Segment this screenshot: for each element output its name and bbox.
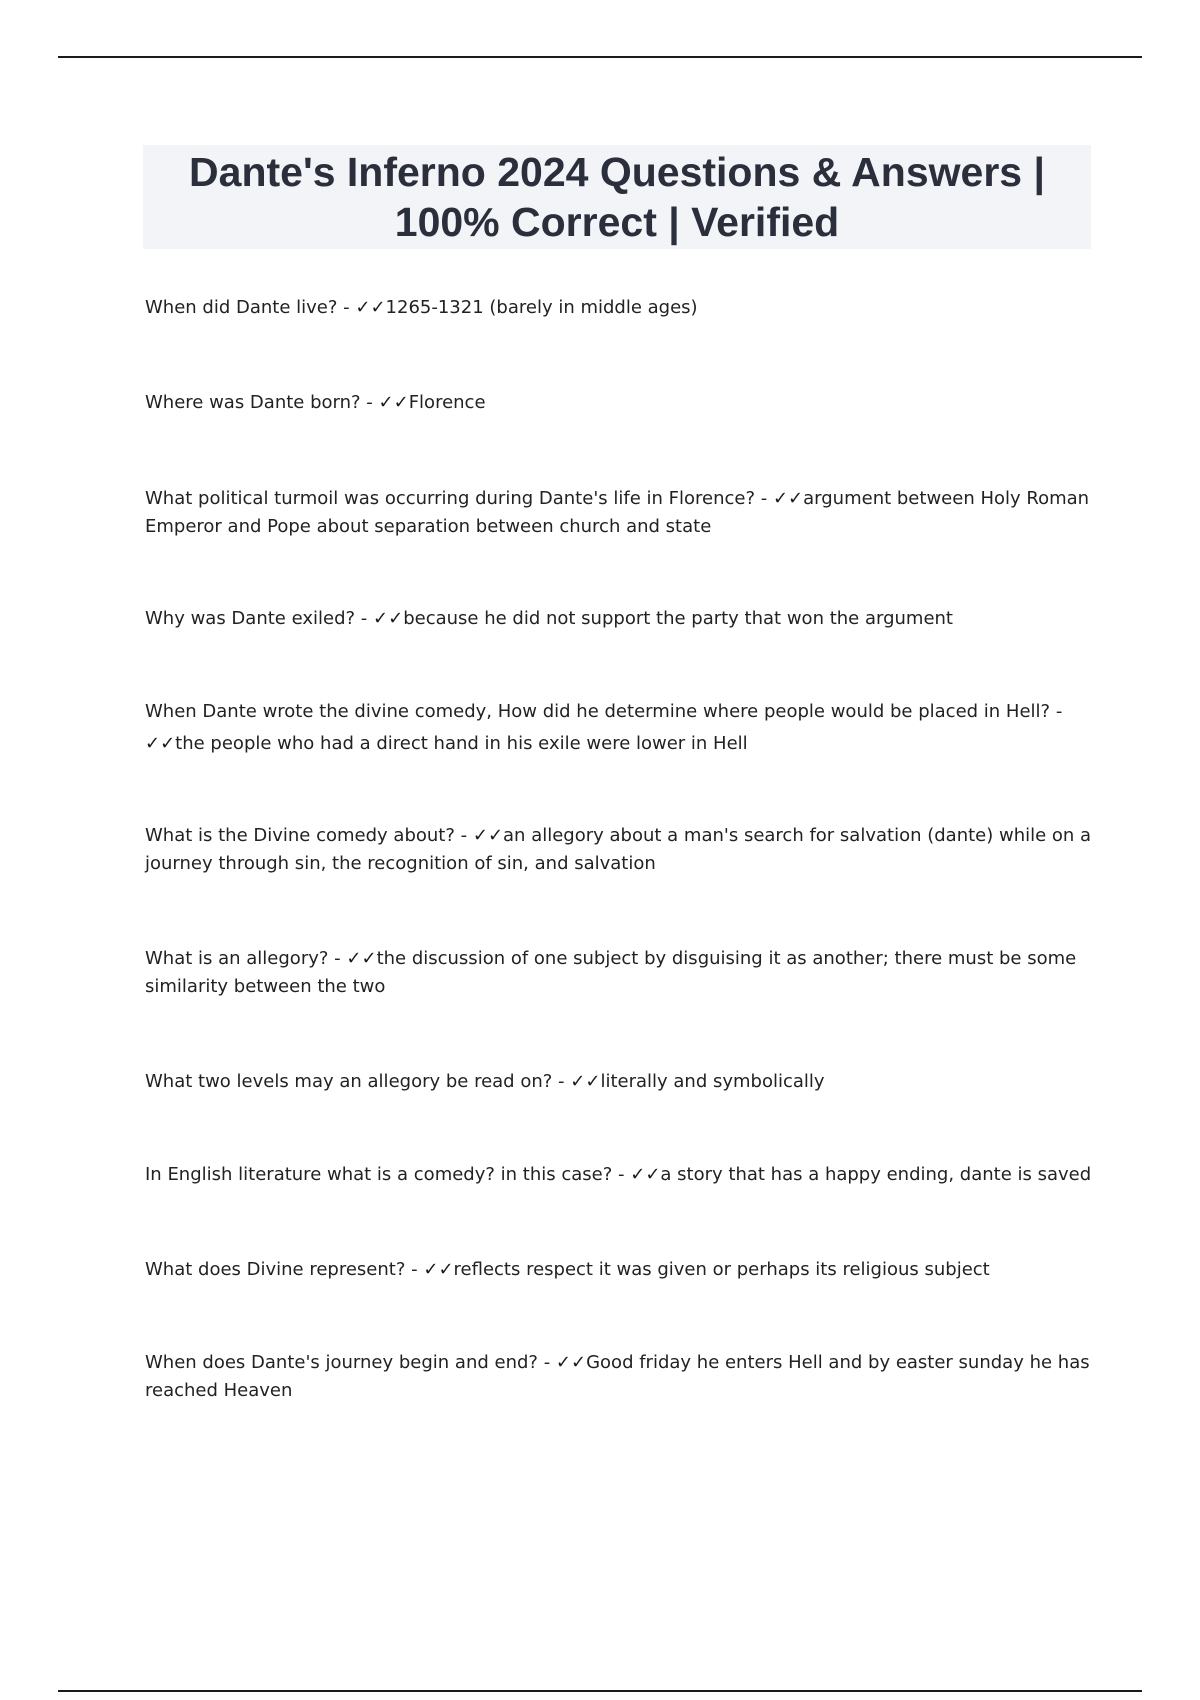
check-mark-icon: ✓✓	[145, 733, 176, 754]
check-mark-icon: ✓✓	[373, 608, 404, 629]
question-text: In English literature what is a comedy? in this case?	[145, 1164, 613, 1185]
answer-text: literally and symbolically	[600, 1071, 825, 1092]
separator: -	[537, 1352, 556, 1373]
question-text: Why was Dante exiled?	[145, 608, 356, 629]
separator: -	[755, 488, 773, 509]
answer-text: reflects respect it was given or perhaps its religious subject	[453, 1259, 990, 1280]
separator: -	[552, 1071, 571, 1092]
check-mark-icon: ✓✓	[355, 297, 386, 318]
qa-item-6	[145, 822, 1095, 878]
answer-text: a story that has a happy ending, dante is saved	[660, 1164, 1092, 1185]
check-mark-icon: ✓✓	[570, 1071, 601, 1092]
answer-text: because he did not support the party that won the argument	[403, 608, 953, 629]
qa-item-2	[145, 389, 1095, 417]
question-text: When did Dante live?	[145, 297, 338, 318]
qa-item-11	[145, 1349, 1095, 1405]
question-text: When Dante wrote the divine comedy, How did he determine where people would be placed in Hell?	[145, 701, 1051, 722]
separator: -	[337, 297, 356, 318]
check-mark-icon: ✓✓	[772, 488, 804, 509]
answer-text: the discussion of one subject by disguising it as another; there must be some similarity between the two	[145, 948, 1077, 997]
bottom-rule	[58, 1690, 1142, 1692]
qa-item-7	[145, 945, 1095, 1001]
answer-text: the people who had a direct hand in his exile were lower in Hell	[175, 733, 748, 754]
answer-text: Florence	[408, 392, 486, 413]
answer-text: 1265-1321 (barely in middle ages)	[385, 297, 698, 318]
check-mark-icon: ✓✓	[346, 948, 377, 969]
check-mark-icon: ✓✓	[472, 825, 504, 846]
check-mark-icon: ✓✓	[630, 1164, 661, 1185]
answer-text: Good friday he enters Hell and by easter sunday he has reached Heaven	[145, 1352, 1090, 1401]
qa-item-10	[145, 1256, 1095, 1284]
question-text: What two levels may an allegory be read on?	[145, 1071, 553, 1092]
separator: -	[612, 1164, 631, 1185]
question-text: When does Dante's journey begin and end?	[145, 1352, 538, 1373]
separator: -	[405, 1259, 424, 1280]
separator: -	[454, 825, 473, 846]
document-title: Dante's Inferno 2024 Questions & Answers | 100% Correct | Verified	[189, 149, 1045, 245]
top-rule	[58, 56, 1142, 58]
separator: -	[1050, 701, 1063, 722]
check-mark-icon: ✓✓	[378, 392, 409, 413]
separator: -	[355, 608, 374, 629]
question-text: What is an allegory?	[145, 948, 329, 969]
answer-text: argument between Holy Roman Emperor and Pope about separation between church and state	[145, 488, 1090, 537]
qa-item-5	[145, 696, 1095, 760]
question-text: Where was Dante born?	[145, 392, 361, 413]
separator: -	[328, 948, 347, 969]
question-text: What political turmoil was occurring during Dante's life in Florence?	[145, 488, 756, 509]
check-mark-icon: ✓✓	[555, 1352, 587, 1373]
check-mark-icon: ✓✓	[423, 1259, 454, 1280]
question-text: What is the Divine comedy about?	[145, 825, 455, 846]
separator: -	[360, 392, 379, 413]
question-text: What does Divine represent?	[145, 1259, 406, 1280]
answer-text: an allegory about a man's search for salvation (dante) while on a journey through sin, the recognition of sin, and salvation	[145, 825, 1092, 874]
qa-item-9	[145, 1161, 1095, 1189]
qa-item-8	[145, 1068, 1095, 1096]
qa-item-4	[145, 605, 1095, 633]
qa-item-3	[145, 485, 1095, 541]
title-banner	[143, 145, 1091, 249]
qa-item-1	[145, 294, 1095, 322]
